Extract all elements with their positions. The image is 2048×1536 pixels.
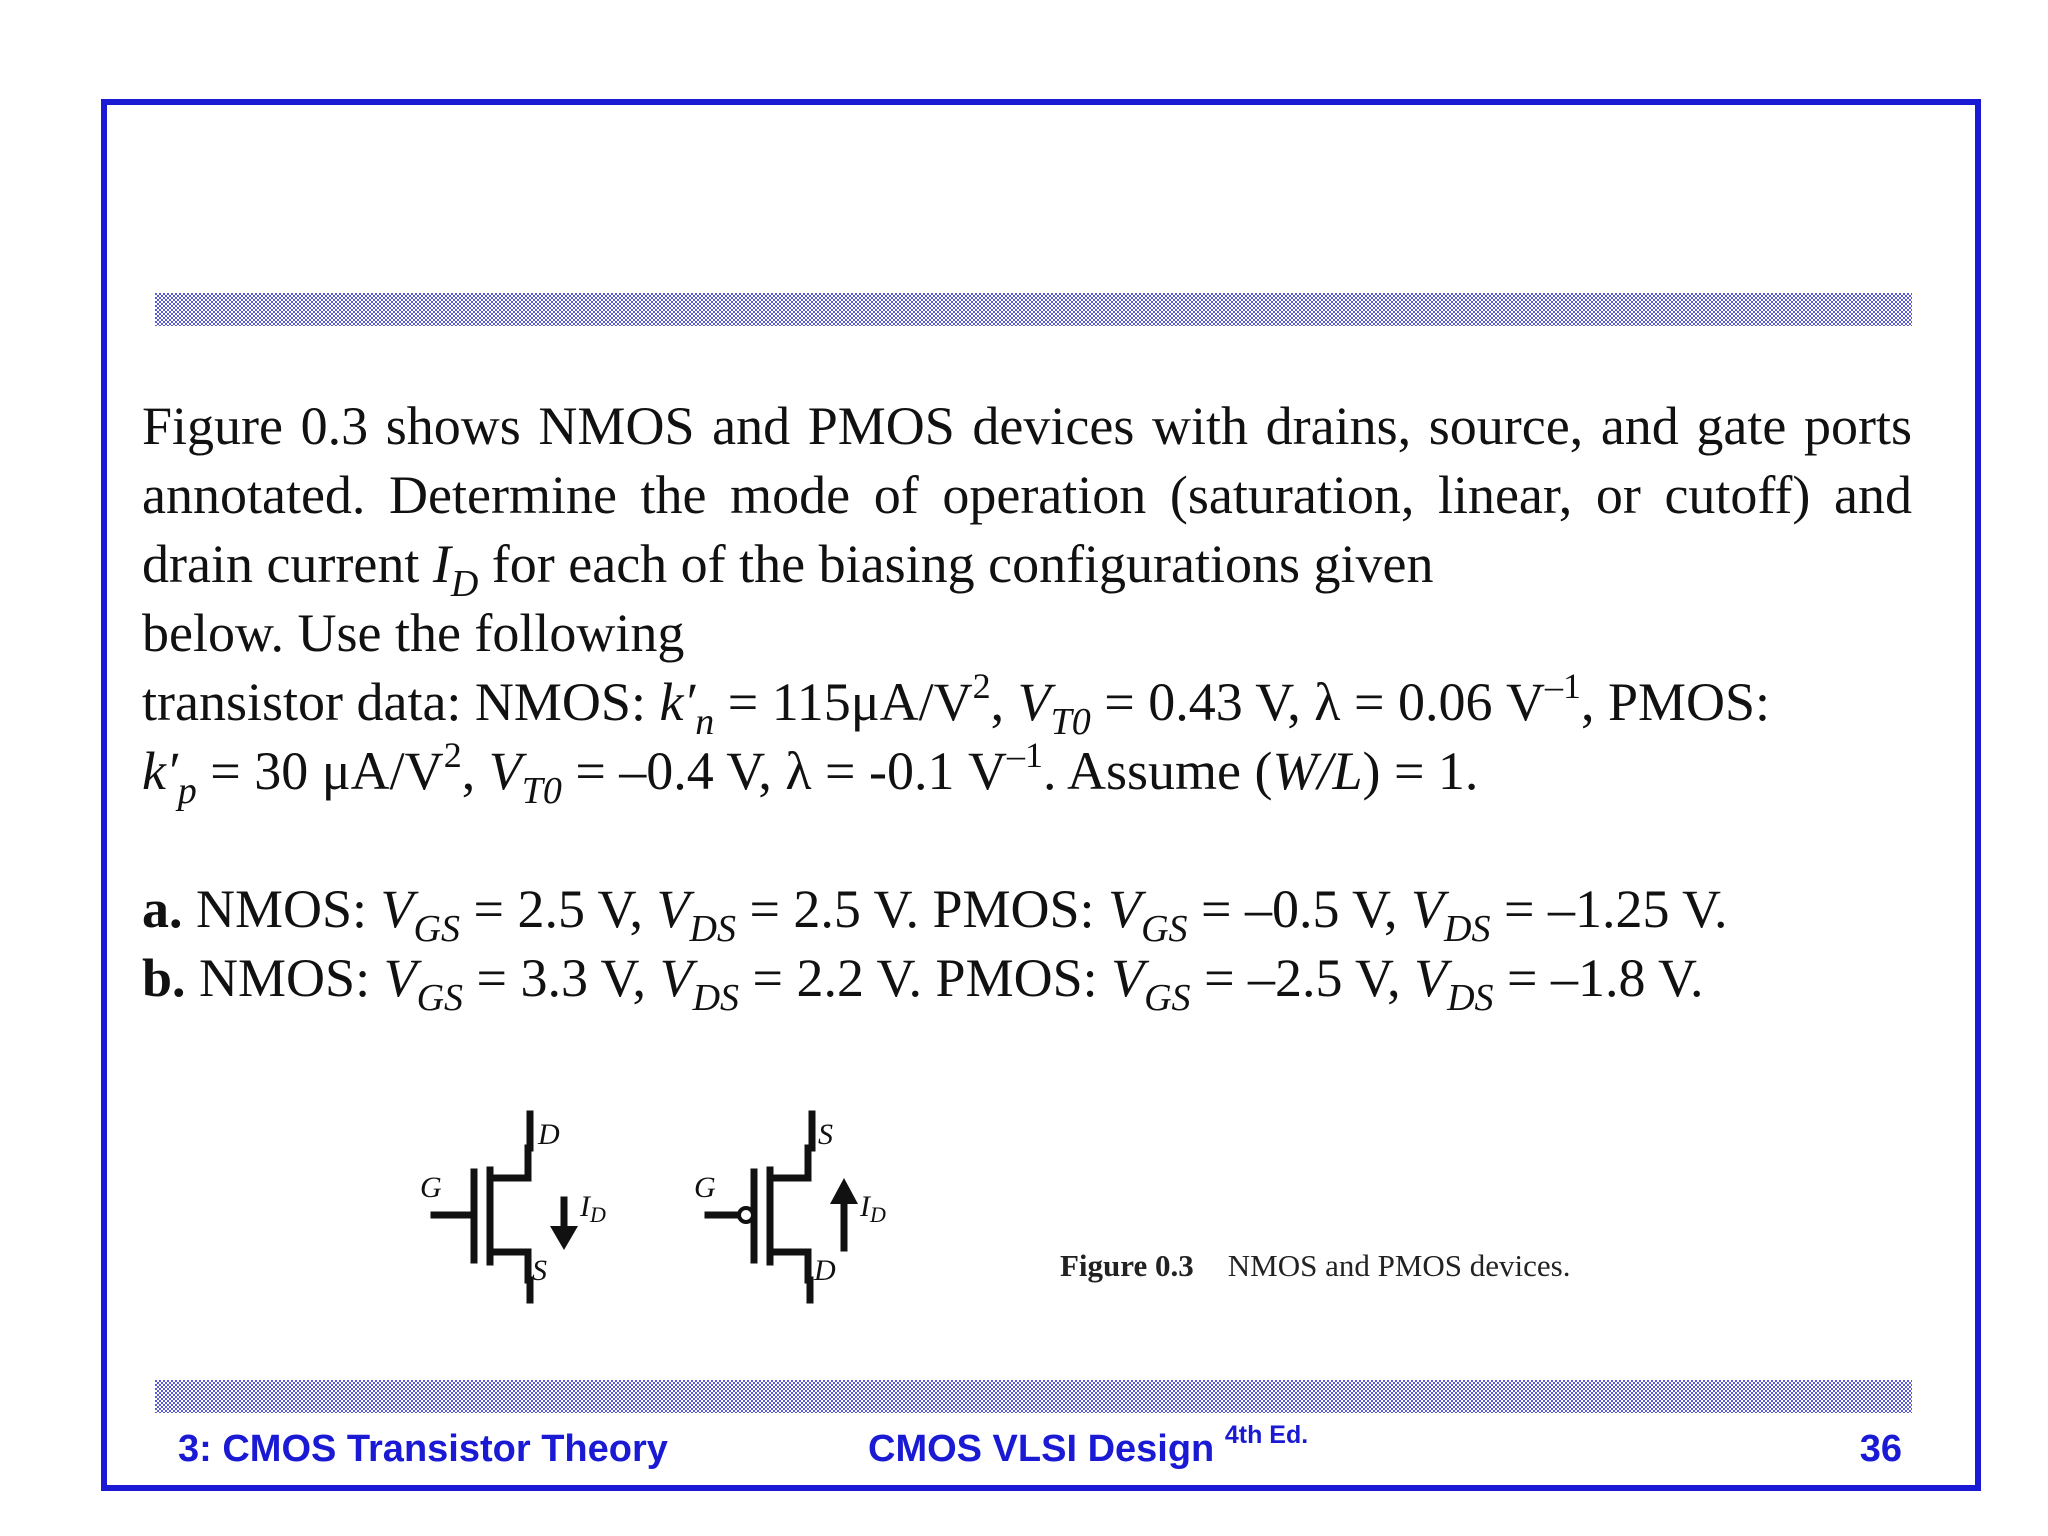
pmos-drain-label: D <box>814 1254 836 1287</box>
nmos-vgs-value: = 2.5 V, <box>460 879 657 939</box>
para-line-2: ports annotated. Determine the mode of operation (saturation, linear, or <box>142 396 1913 525</box>
wl-ratio: W/L <box>1272 741 1363 801</box>
case-a-label: a. <box>142 879 183 939</box>
vt-subscript: T0 <box>1050 701 1091 743</box>
pmos-vds-value: = –1.25 V. <box>1490 879 1728 939</box>
drain-current-subscript: D <box>450 563 479 605</box>
case-b <box>142 944 1912 1019</box>
ds-subscript: DS <box>1444 908 1491 950</box>
nmos-vds-value: = 2.2 V. PMOS: <box>739 948 1112 1008</box>
nmos-gate-label: G <box>420 1171 442 1204</box>
para-line-1: Figure 0.3 shows NMOS and PMOS devices with drains, source, and gate <box>142 396 1787 456</box>
problem-paragraph <box>142 392 1913 605</box>
drain-current-symbol: I <box>432 534 451 594</box>
para-line-4: below. Use the following <box>142 603 685 663</box>
footer-page-number: 36 <box>1859 1428 1902 1470</box>
book-title: CMOS VLSI Design <box>868 1428 1215 1470</box>
top-pattern-band <box>155 293 1912 326</box>
kn-symbol: k′ <box>659 672 696 732</box>
pmos-current-symbol: I <box>860 1190 870 1223</box>
gs-subscript: GS <box>413 908 460 950</box>
case-a <box>142 875 1912 950</box>
v-symbol: V <box>1411 879 1445 939</box>
nmos-vgs-value: = 3.3 V, <box>463 948 660 1008</box>
para-line-3b: for each of the biasing configurations given <box>491 534 1434 594</box>
pmos-prefix: , PMOS: <box>1580 672 1771 732</box>
kp-symbol: k′ <box>142 741 178 801</box>
kn-exponent: 2 <box>972 666 991 706</box>
nmos-current-subscript: D <box>590 1202 606 1227</box>
kp-value: = 30 μA/V <box>196 741 444 801</box>
v-symbol: V <box>380 879 414 939</box>
footer-chapter-title: 3: CMOS Transistor Theory <box>178 1428 668 1470</box>
nmos-source-label: S <box>532 1254 547 1287</box>
pmos-vt-lambda-value: = –0.4 V, λ = -0.1 V <box>561 741 1007 801</box>
nmos-label: NMOS: <box>182 879 381 939</box>
ds-subscript: DS <box>1447 977 1494 1019</box>
nmos-label: NMOS: <box>185 948 384 1008</box>
problem-text <box>142 392 1913 1019</box>
book-edition: 4th Ed. <box>1224 1421 1309 1449</box>
ds-subscript: DS <box>692 977 740 1019</box>
nmos-current-arrowhead <box>550 1226 578 1250</box>
separator: , <box>990 672 1018 732</box>
v-symbol: V <box>1414 948 1448 1008</box>
v-symbol: V <box>1108 879 1142 939</box>
pmos-current-subscript: D <box>870 1202 886 1227</box>
v-symbol: V <box>656 879 690 939</box>
vt-subscript: T0 <box>521 770 562 812</box>
footer-book-title <box>868 1421 1309 1471</box>
v-symbol: V <box>1111 948 1145 1008</box>
gs-subscript: GS <box>1141 908 1188 950</box>
nmos-vt-lambda-value: = 0.43 V, λ = 0.06 V <box>1090 672 1545 732</box>
pmos-current-arrowhead <box>830 1178 858 1204</box>
nmos-current-label <box>579 1190 606 1227</box>
pmos-gate-bubble <box>739 1208 753 1222</box>
caption-text: NMOS and PMOS devices. <box>1227 1248 1571 1283</box>
separator: , <box>461 741 489 801</box>
pmos-source-label: S <box>818 1118 833 1151</box>
kp-subscript: p <box>177 770 197 812</box>
spacer <box>142 806 1912 875</box>
assume-end: ) = 1. <box>1362 741 1479 801</box>
gs-subscript: GS <box>1144 977 1191 1019</box>
pmos-current-label <box>859 1190 886 1227</box>
ds-subscript: DS <box>689 908 736 950</box>
pmos-gate-label: G <box>694 1171 716 1204</box>
vt-symbol: V <box>1017 672 1051 732</box>
para-line-3a: cutoff) and drain current <box>142 465 1912 594</box>
kn-subscript: n <box>695 701 715 743</box>
v-symbol: V <box>383 948 417 1008</box>
vt-symbol: V <box>488 741 522 801</box>
v-symbol: V <box>659 948 693 1008</box>
data-prefix: transistor data: NMOS: <box>142 672 660 732</box>
transistor-data-line-2 <box>142 735 1912 812</box>
case-b-label: b. <box>142 948 186 1008</box>
assume-text: . Assume ( <box>1042 741 1273 801</box>
pmos-vgs-value: = –0.5 V, <box>1187 879 1412 939</box>
transistor-figure <box>420 1100 960 1320</box>
lambda-exponent: –1 <box>1006 735 1043 775</box>
kn-value: = 115μA/V <box>714 672 973 732</box>
figure-caption <box>1060 1248 1570 1284</box>
nmos-vds-value: = 2.5 V. PMOS: <box>735 879 1109 939</box>
kp-exponent: 2 <box>443 735 462 775</box>
nmos-current-symbol: I <box>580 1190 590 1223</box>
transistor-data-line-1 <box>142 666 1912 743</box>
gs-subscript: GS <box>416 977 464 1019</box>
nmos-drain-label: D <box>538 1118 560 1151</box>
transistor-diagram <box>420 1100 960 1320</box>
pmos-vgs-value: = –2.5 V, <box>1190 948 1415 1008</box>
bottom-pattern-band <box>155 1380 1912 1413</box>
lambda-exponent: –1 <box>1544 666 1581 706</box>
pmos-vds-value: = –1.8 V. <box>1493 948 1704 1008</box>
caption-label: Figure 0.3 <box>1060 1248 1194 1283</box>
